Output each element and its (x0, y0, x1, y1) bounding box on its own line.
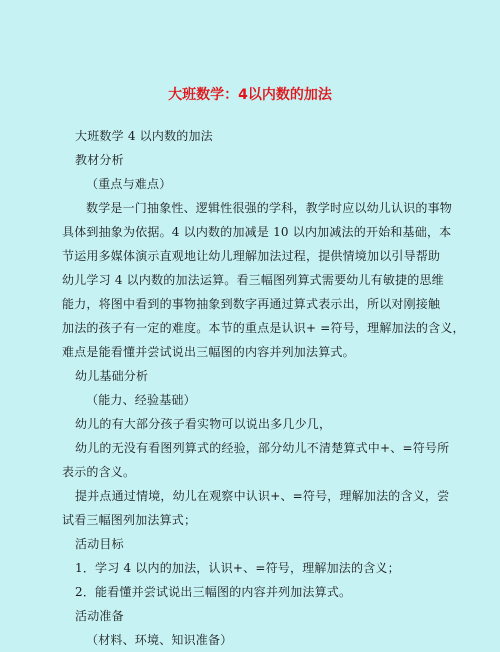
text-line: 幼儿的有大部分孩子看实物可以说出多几少几， (75, 417, 332, 431)
text-line: 试看三幅图列加法算式； (62, 513, 197, 527)
text-line: 数学是一门抽象性、逻辑性很强的学科，教学时应以幼儿认识的事物 (86, 201, 453, 215)
text-line: 表示的含义。 (62, 465, 136, 479)
text-line: 教材分析 (75, 153, 124, 167)
text-line: 提并点通过情境，幼儿在观察中认识+、=符号，理解加法的含义，尝 (75, 489, 450, 503)
text-line: 幼儿基础分析 (75, 369, 149, 383)
text-line: 具体到抽象为依据。4 以内数的加减是 10 以内加减法的开始和基础，本 (62, 225, 452, 239)
text-line: 2．能看懂并尝试说出三幅图的内容并列加法算式。 (75, 585, 352, 599)
text-line: 幼儿学习 4 以内数的加法运算。看三幅图列算式需要幼儿有敏捷的思维 (62, 273, 444, 287)
text-line: 幼儿的无没有看图列算式的经验，部分幼儿不清楚算式中+、=符号所 (75, 441, 450, 455)
text-line: 难点是能看懂并尝试说出三幅图的内容并列加法算式。 (62, 345, 355, 359)
text-line: 能力，将图中看到的事物抽象到数字再通过算式表示出，所以对刚接触 (62, 297, 441, 311)
text-line: 活动准备 (75, 609, 124, 623)
text-line: 大班数学 4 以内数的加法 (75, 129, 213, 143)
text-line: （材料、环境、知识准备） (86, 633, 233, 647)
document-body (62, 124, 465, 652)
text-line: 加法的孩子有一定的难度。本节的重点是认识+ =符号，理解加法的含义， (62, 321, 465, 335)
text-line: （重点与难点） (86, 177, 172, 191)
document-title: 大班数学：4以内数的加法 (168, 87, 332, 103)
text-line: （能力、经验基础） (86, 393, 196, 407)
text-line: 节运用多媒体演示直观地让幼儿理解加法过程，提供情境加以引导帮助 (62, 249, 441, 263)
text-line: 活动目标 (75, 537, 124, 551)
text-line: 1．学习 4 以内的加法，认识+、=符号，理解加法的含义； (75, 561, 400, 575)
